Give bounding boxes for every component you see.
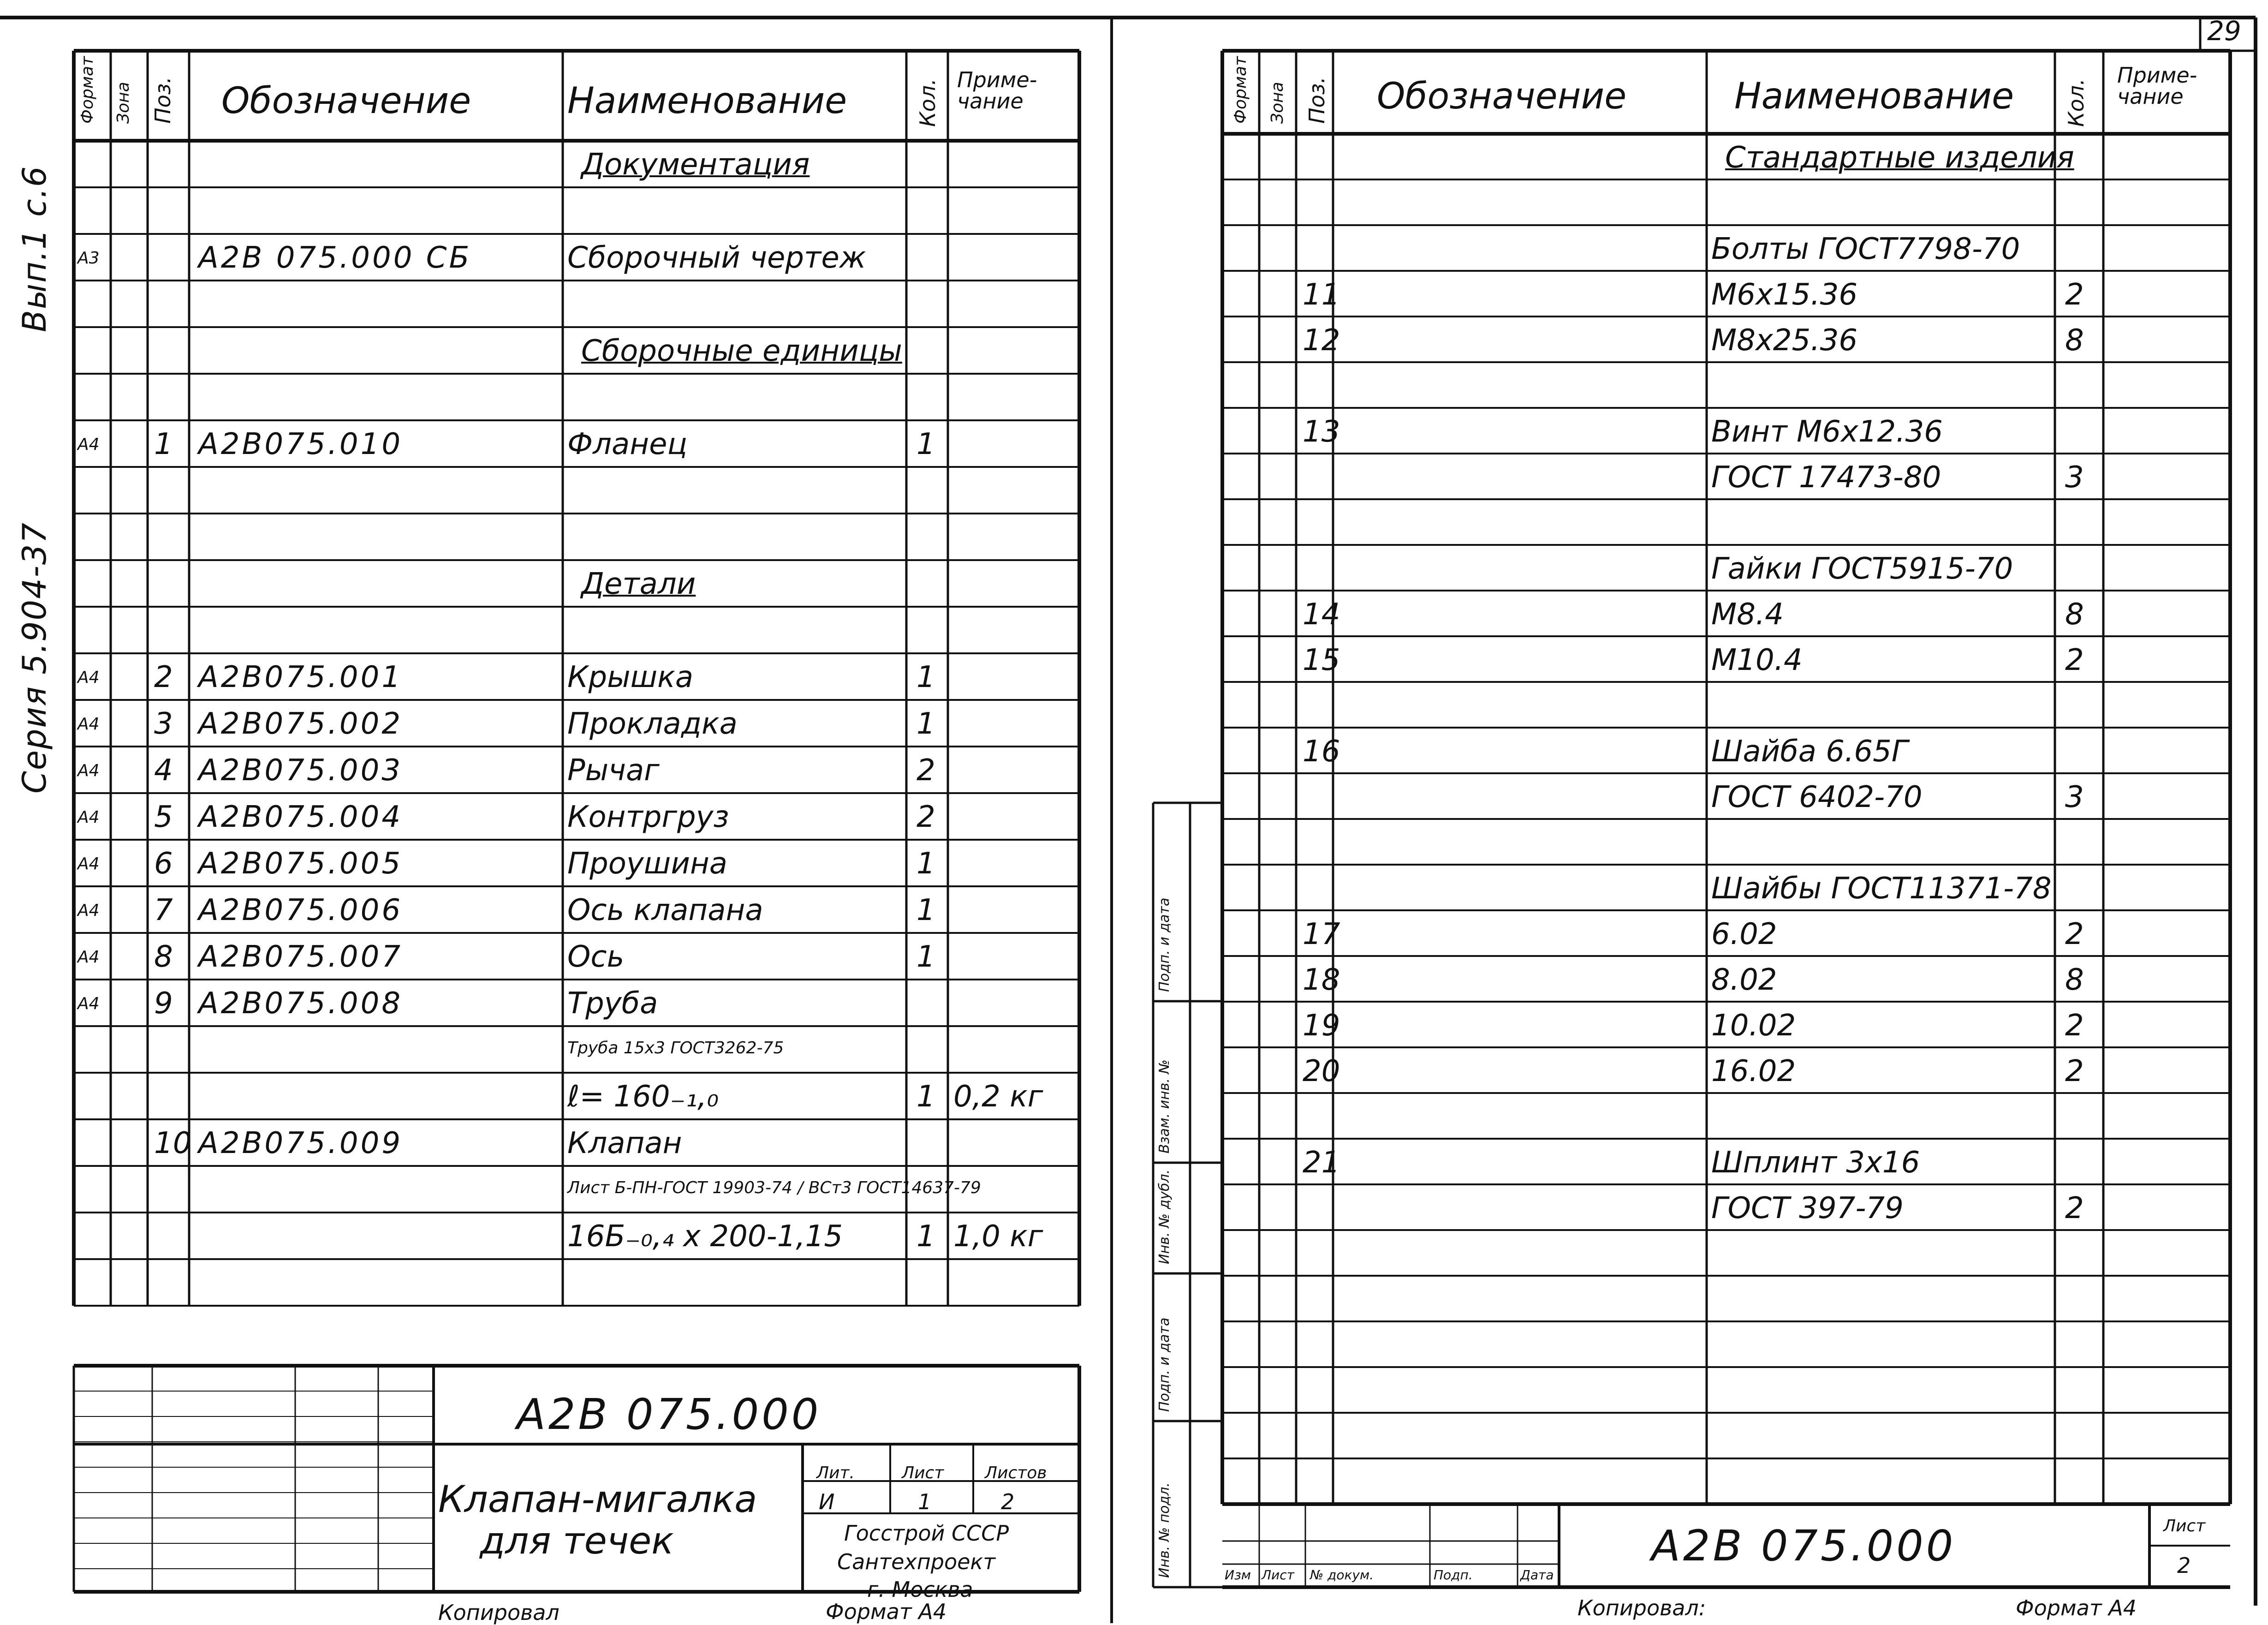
left-row-format-cell: А4	[77, 901, 100, 920]
side-stamp-label: Взам. инв. №	[1156, 1059, 1173, 1153]
left-row-name-cell: 16Б₋₀,₄ х 200-1,15	[567, 1219, 843, 1254]
side-stamp-label: Подп. и дата	[1156, 1317, 1173, 1412]
right-row-qty-cell: 8	[2065, 323, 2084, 358]
left-row-qty-cell: 1	[917, 1219, 935, 1254]
header-note: Приме-чание	[957, 67, 1037, 114]
left-row-name-cell: Фланец	[567, 427, 687, 462]
side-stamp-label: Подп. и дата	[1156, 897, 1173, 992]
header-pos: Поз.	[150, 77, 175, 124]
right-row-qty-cell: 2	[2065, 1008, 2084, 1043]
sheets-value: 2	[1001, 1489, 1015, 1514]
right-row-name-cell: Шайба 6.65Г	[1711, 734, 1908, 769]
right-row-qty-cell: 3	[2065, 780, 2084, 814]
right-row-name-cell: М6х15.36	[1711, 277, 1858, 312]
right-row-name-cell: М8х25.36	[1711, 323, 1858, 358]
right-row-name-cell: ГОСТ 6402-70	[1711, 780, 1923, 814]
series-stamp-bottom: Серия 5.904-37	[16, 522, 54, 794]
right-row-name-cell: Болты ГОСТ7798-70	[1711, 232, 2020, 266]
header-designation: Обозначение	[1377, 76, 1627, 117]
left-row-format-cell: А4	[77, 948, 100, 967]
right-row-name-cell: 16.02	[1711, 1054, 1796, 1088]
org-line2: Сантехпроект	[837, 1549, 996, 1574]
left-row-name-cell: Контргруз	[567, 800, 729, 835]
left-row-designation-cell: А2В075.008	[198, 986, 403, 1021]
header-zone: Зона	[1268, 82, 1287, 124]
left-row-designation-cell: А2В075.002	[198, 707, 403, 741]
title-line2: для течек	[480, 1519, 674, 1562]
left-row-name-cell: ℓ= 160₋₁,₀	[567, 1080, 719, 1114]
left-row-designation-cell: А2В075.006	[198, 893, 403, 928]
right-row-name-cell: М8.4	[1711, 597, 1784, 632]
header-qty: Кол.	[2064, 78, 2089, 127]
title-block-col-label: Изм	[1225, 1567, 1251, 1583]
right-row-pos-cell: 15	[1303, 643, 1340, 677]
left-row-pos-cell: 1	[154, 427, 173, 462]
right-row-name-cell: 10.02	[1711, 1008, 1796, 1043]
page-number: 29	[2207, 15, 2241, 47]
right-row-pos-cell: 17	[1303, 917, 1340, 951]
left-row-name-cell: Ось	[567, 940, 625, 974]
left-row-qty-cell: 1	[917, 893, 935, 928]
org-line3: г. Москва	[867, 1577, 973, 1602]
header-name: Наименование	[1734, 76, 2014, 117]
right-row-qty-cell: 8	[2065, 962, 2084, 997]
title-block-col-label: № докум.	[1310, 1567, 1374, 1583]
left-row-pos-cell: 10	[154, 1126, 192, 1161]
left-row-format-cell: А4	[77, 808, 100, 827]
right-row-section-title: Стандартные изделия	[1725, 140, 2074, 175]
left-row-designation-cell: А2В 075.000 СБ	[198, 241, 472, 275]
title-designation: А2В 075.000	[1651, 1521, 1956, 1571]
right-row-name-cell: 6.02	[1711, 917, 1777, 951]
left-row-section-title: Детали	[581, 567, 696, 602]
right-row-pos-cell: 20	[1303, 1054, 1340, 1088]
left-row-qty-cell: 2	[917, 800, 935, 835]
left-row-name-cell: Труба	[567, 986, 658, 1021]
right-row-name-cell: 8.02	[1711, 962, 1777, 997]
title-block-col-label: Подп.	[1434, 1567, 1473, 1583]
left-row-pos-cell: 7	[154, 893, 173, 928]
right-row-qty-cell: 2	[2065, 277, 2084, 312]
title-designation: А2В 075.000	[517, 1390, 821, 1439]
left-row-pos-cell: 6	[154, 847, 173, 881]
left-row-designation-cell: А2В075.007	[198, 940, 403, 974]
header-format: Формат	[1231, 56, 1250, 124]
left-row-name-cell: Клапан	[567, 1126, 682, 1161]
header-name: Наименование	[567, 80, 847, 122]
left-row-name-cell: Крышка	[567, 660, 694, 695]
left-row-name-cell: Прокладка	[567, 707, 738, 741]
left-row-pos-cell: 3	[154, 707, 173, 741]
right-row-name-cell: М10.4	[1711, 643, 1803, 677]
sheet-label: Лист	[2163, 1517, 2206, 1535]
left-row-name-cell: Ось клапана	[567, 893, 763, 928]
right-row-name-cell: Гайки ГОСТ5915-70	[1711, 551, 2013, 586]
format-label: Формат А4	[826, 1599, 946, 1624]
left-row-designation-cell: А2В075.004	[198, 800, 403, 835]
series-stamp-top: Вып.1 с.6	[16, 165, 54, 332]
right-row-pos-cell: 14	[1303, 597, 1340, 632]
left-row-format-cell: А4	[77, 761, 100, 781]
lit-value: И	[819, 1489, 835, 1514]
left-row-qty-cell: 1	[917, 660, 935, 695]
right-row-qty-cell: 3	[2065, 460, 2084, 495]
left-row-qty-cell: 1	[917, 1080, 935, 1114]
left-row-qty-cell: 1	[917, 707, 935, 741]
right-row-qty-cell: 8	[2065, 597, 2084, 632]
side-stamp-label: Инв. № дубл.	[1156, 1169, 1173, 1264]
right-row-name-cell: Шайбы ГОСТ11371-78	[1711, 871, 2052, 906]
left-row-designation-cell: А2В075.001	[198, 660, 403, 695]
sheet-value: 1	[918, 1489, 932, 1514]
right-row-pos-cell: 18	[1303, 962, 1340, 997]
header-designation: Обозначение	[221, 80, 471, 122]
right-row-pos-cell: 11	[1303, 277, 1340, 312]
right-row-pos-cell: 21	[1303, 1145, 1340, 1180]
org-line1: Госстрой СССР	[844, 1521, 1009, 1546]
left-row-note-cell: 0,2 кг	[953, 1080, 1043, 1114]
sheet-value: 2	[2177, 1553, 2191, 1578]
header-zone: Зона	[114, 82, 133, 124]
left-row-pos-cell: 8	[154, 940, 173, 974]
left-row-format-cell: А4	[77, 668, 100, 687]
left-row-designation-cell: А2В075.003	[198, 753, 403, 788]
right-row-qty-cell: 2	[2065, 1191, 2084, 1225]
left-row-qty-cell: 1	[917, 940, 935, 974]
left-row-qty-cell: 1	[917, 847, 935, 881]
left-row-designation-cell: А2В075.009	[198, 1126, 403, 1161]
format-label: Формат А4	[2016, 1595, 2137, 1620]
left-row-designation-cell: А2В075.010	[198, 427, 403, 462]
left-row-format-cell: А4	[77, 994, 100, 1014]
left-row-section-title: Сборочные единицы	[581, 334, 902, 369]
right-row-qty-cell: 2	[2065, 917, 2084, 951]
side-stamp-label: Инв. № подл.	[1156, 1482, 1173, 1578]
right-row-qty-cell: 2	[2065, 643, 2084, 677]
right-row-name-cell: ГОСТ 17473-80	[1711, 460, 1941, 495]
left-row-section-title: Документация	[581, 148, 810, 182]
header-qty: Кол.	[915, 78, 940, 127]
left-row-format-cell: А4	[77, 715, 100, 734]
sheets-label: Листов	[985, 1464, 1047, 1482]
left-row-designation-cell: А2В075.005	[198, 847, 403, 881]
right-row-pos-cell: 13	[1303, 414, 1340, 449]
copied-label: Копировал:	[1577, 1595, 1706, 1620]
sheet-label: Лист	[902, 1464, 944, 1482]
left-row-name-cell: Рычаг	[567, 753, 660, 788]
header-format: Формат	[78, 56, 97, 124]
header-note: Приме-чание	[2117, 63, 2197, 109]
left-row-pos-cell: 5	[154, 800, 173, 835]
lit-label: Лит.	[816, 1464, 855, 1482]
right-row-name-cell: ГОСТ 397-79	[1711, 1191, 1904, 1225]
left-row-name-cell: Проушина	[567, 847, 727, 881]
right-row-name-cell: Винт М6х12.36	[1711, 414, 1943, 449]
right-row-pos-cell: 12	[1303, 323, 1340, 358]
title-block-col-label: Лист	[1262, 1567, 1294, 1583]
header-pos: Поз.	[1304, 77, 1329, 124]
left-row-pos-cell: 2	[154, 660, 173, 695]
left-row-qty-cell: 2	[917, 753, 935, 788]
left-row-pos-cell: 9	[154, 986, 173, 1021]
left-row-name-cell: Труба 15х3 ГОСТ3262-75	[567, 1039, 784, 1058]
left-row-name-cell: Лист Б-ПН-ГОСТ 19903-74 / ВСт3 ГОСТ14637-79	[567, 1178, 981, 1198]
right-row-pos-cell: 16	[1303, 734, 1340, 769]
right-row-qty-cell: 2	[2065, 1054, 2084, 1088]
left-row-format-cell: А4	[77, 854, 100, 874]
copied-label: Копировал	[438, 1600, 560, 1625]
right-row-name-cell: Шплинт 3х16	[1711, 1145, 1920, 1180]
left-row-qty-cell: 1	[917, 427, 935, 462]
title-line1: Клапан-мигалка	[438, 1478, 757, 1521]
left-row-name-cell: Сборочный чертеж	[567, 241, 866, 275]
left-row-format-cell: А4	[77, 435, 100, 454]
left-row-format-cell: А3	[77, 249, 100, 268]
title-block-col-label: Дата	[1520, 1567, 1554, 1583]
right-row-pos-cell: 19	[1303, 1008, 1340, 1043]
left-row-pos-cell: 4	[154, 753, 173, 788]
left-row-note-cell: 1,0 кг	[953, 1219, 1043, 1254]
